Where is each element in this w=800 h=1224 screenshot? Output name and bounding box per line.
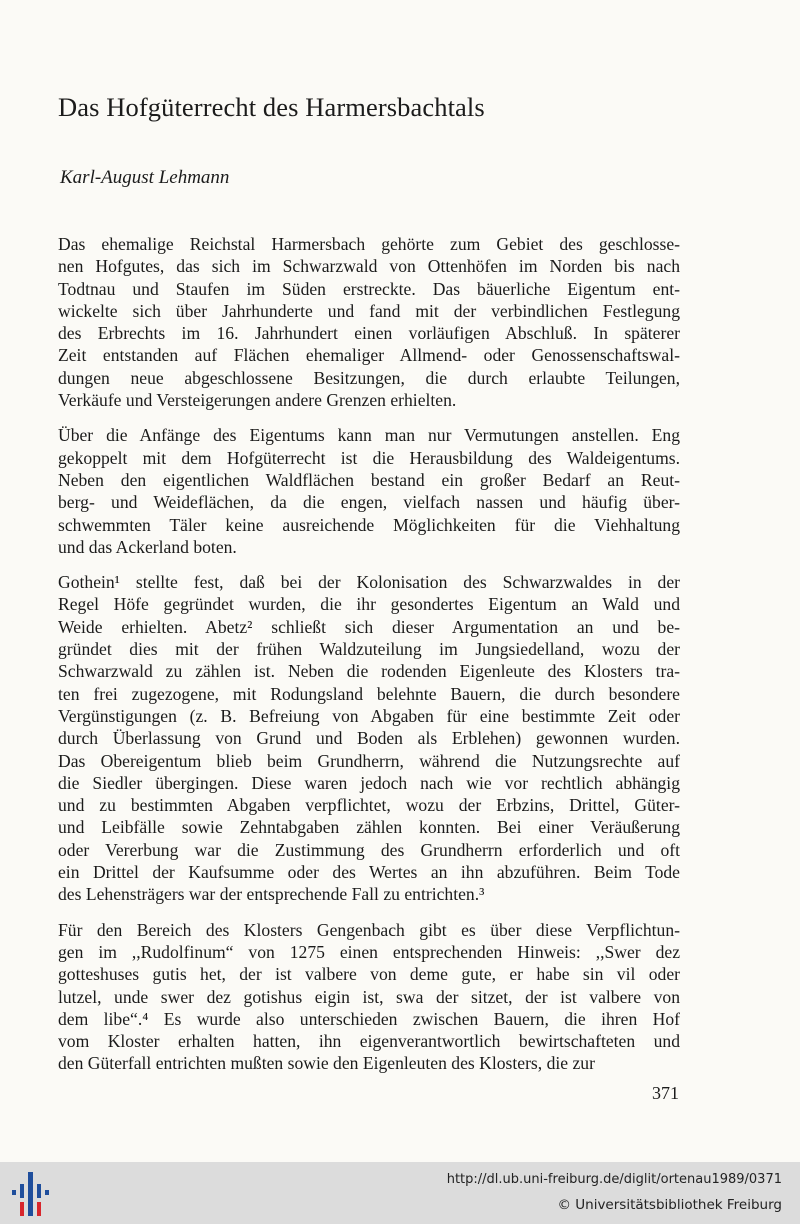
- text-line: Zeit entstanden auf Flächen ehemaliger Allmend- oder Genossenschaftswal-: [58, 345, 680, 366]
- text-line: durch Überlassung von Grund und Boden als Erblehen) gewonnen wurden.: [58, 728, 680, 749]
- text-line: Verkäufe und Versteigerungen andere Grenzen erhielten.: [58, 390, 457, 411]
- text-line: Schwarzwald zu zählen ist. Neben die rodenden Eigenleute des Klosters tra-: [58, 661, 680, 682]
- text-line: Weide erhielten. Abetz² schließt sich dieser Argumentation an und be-: [58, 616, 680, 637]
- text-line: dem libe“.⁴ Es wurde also unterschieden zwischen Bauern, die ihren Hof: [58, 1008, 680, 1029]
- text-line: vom Kloster erhalten hatten, ihn eigenverantwortlich bewirtschafteten und: [58, 1031, 680, 1052]
- source-url-link[interactable]: http://dl.ub.uni-freiburg.de/diglit/ortenau1989/0371: [446, 1172, 782, 1187]
- page-number: 371: [652, 1083, 679, 1103]
- text-line: gründet dies mit der frühen Waldzuteilung im Jungsiedelland, wozu der: [58, 639, 680, 660]
- text-line: lutzel, unde swer dez gotishus eigin ist, swa der sitzet, der ist valbere von: [58, 986, 680, 1007]
- text-line: Gothein¹ stellte fest, daß bei der Kolonisation des Schwarzwaldes in der: [58, 572, 680, 593]
- text-line: Das ehemalige Reichstal Harmersbach gehörte zum Gebiet des geschlosse-: [58, 234, 680, 254]
- article-body: [58, 233, 680, 1088]
- text-line: des Erbrechts im 16. Jahrhundert einen vorläufigen Abschluß. In späterer: [58, 323, 680, 344]
- text-line: nen Hofgutes, das sich im Schwarzwald von Ottenhöfen im Norden bis nach: [58, 256, 680, 277]
- text-line: und Leibfälle sowie Zehntabgaben zählen konnten. Bei einer Veräußerung: [58, 817, 680, 838]
- text-line: gen im ,,Rudolfinum“ von 1275 einen entsprechenden Hinweis: ,,Swer dez: [58, 941, 680, 962]
- text-line: oder Vererbung war die Zustimmung des Grundherrn erforderlich und oft: [58, 839, 680, 860]
- text-line: Für den Bereich des Klosters Gengenbach gibt es über diese Verpflichtun-: [58, 919, 680, 940]
- text-line: Über die Anfänge des Eigentums kann man nur Vermutungen anstellen. Eng: [58, 425, 680, 446]
- text-line: Regel Höfe gegründet wurden, die ihr gesondertes Eigentum an Wald und: [58, 594, 680, 615]
- text-line: Neben den eigentlichen Waldflächen bestand ein großer Bedarf an Reut-: [58, 469, 680, 490]
- paragraph: [58, 424, 680, 558]
- paragraph: [58, 233, 680, 411]
- article-title: Das Hofgüterrecht des Harmersbachtals: [58, 92, 485, 122]
- text-line: den Güterfall entrichten mußten sowie den Eigenleuten des Klosters, die zur: [58, 1053, 595, 1074]
- text-line: gekoppelt mit dem Hofgüterrecht ist die Herausbildung des Waldeigentums.: [58, 447, 680, 468]
- text-line: und zu bestimmten Abgaben verpflichtet, wozu der Erbzins, Drittel, Güter-: [58, 795, 680, 816]
- copyright-notice: © Universitätsbibliothek Freiburg: [557, 1197, 782, 1213]
- text-line: wickelte sich über Jahrhunderte und fand mit der verbindlichen Festlegung: [58, 300, 680, 321]
- text-line: dungen neue abgeschlossene Besitzungen, die durch erlaubte Teilungen,: [58, 367, 680, 388]
- text-line: die Siedler übergingen. Diese waren jedoch nach wie vor rechtlich abhängig: [58, 772, 680, 793]
- text-line: Das Obereigentum blieb beim Grundherrn, während die Nutzungsrechte auf: [58, 750, 680, 771]
- text-line: und das Ackerland boten.: [58, 536, 237, 557]
- text-line: Vergünstigungen (z. B. Befreiung von Abgaben für eine bestimmte Zeit oder: [58, 705, 680, 726]
- paragraph: [58, 571, 680, 905]
- article-author: Karl-August Lehmann: [60, 167, 230, 188]
- text-line: gotteshuses gutis het, der ist valbere von deme gute, er habe sin vil oder: [58, 964, 680, 985]
- text-line: schwemmten Täler keine ausreichende Möglichkeiten für die Viehhaltung: [58, 514, 680, 535]
- text-line: ten frei zugezogene, mit Rodungsland belehnte Bauern, die durch besondere: [58, 683, 680, 704]
- text-line: ein Drittel der Kaufsumme oder des Wertes an ihn abzuführen. Beim Tode: [58, 862, 680, 883]
- footer-bar: [0, 1162, 800, 1224]
- text-line: Todtnau und Staufen im Süden erstreckte. Das bäuerliche Eigentum ent-: [58, 278, 680, 299]
- ub-freiburg-logo-icon: [8, 1168, 52, 1218]
- text-line: des Lehensträgers war der entsprechende Fall zu entrichten.³: [58, 884, 485, 905]
- text-line: berg- und Weideflächen, da die engen, vielfach nassen und häufig über-: [58, 492, 680, 513]
- paragraph: [58, 919, 680, 1075]
